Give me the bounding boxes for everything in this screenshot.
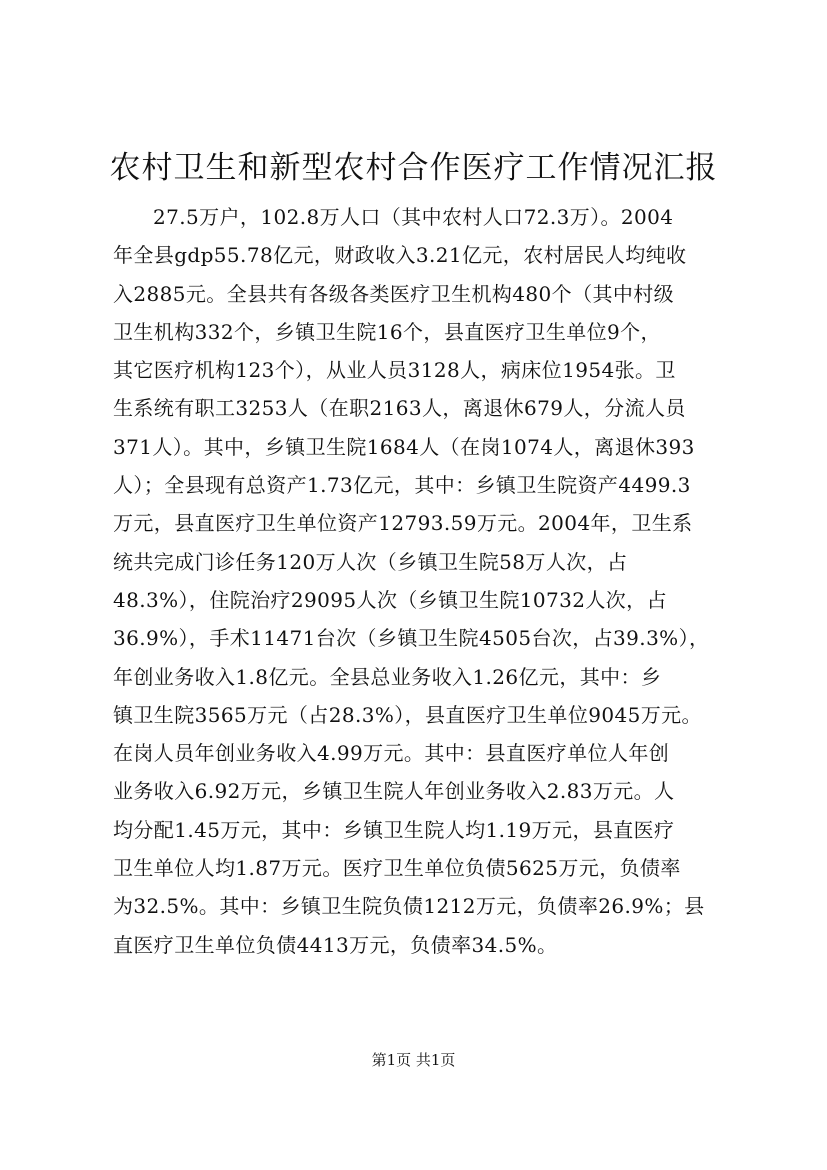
body-line: 48.3%），住院治疗29095人次（乡镇卫生院10732人次，占 [113, 587, 667, 612]
body-line: 其它医疗机构123个），从业人员3128人，病床位1954张。卫 [113, 358, 676, 383]
body-line: 直医疗卫生单位负债4413万元，负债率34.5%。 [113, 932, 558, 957]
body-line: 在岗人员年创业务收入4.99万元。其中：县直医疗单位人年创 [113, 741, 670, 766]
page-footer: 第1页 共1页 [371, 1051, 456, 1069]
body-line: 入2885元。全县共有各级各类医疗卫生机构480个（其中村级 [113, 281, 675, 306]
body-line: 36.9%），手术11471台次（乡镇卫生院4505台次，占39.3%）， [113, 626, 710, 651]
body-line: 卫生单位人均1.87万元。医疗卫生单位负债5625万元，负债率 [113, 856, 681, 881]
body-line: 统共完成门诊任务120万人次（乡镇卫生院58万人次，占 [113, 549, 628, 574]
body-line: 人）；全县现有总资产1.73亿元，其中：乡镇卫生院资产4499.3 [113, 473, 691, 498]
body-line: 年全县gdp55.78亿元，财政收入3.21亿元，农村居民人均纯收 [113, 243, 687, 268]
body-line: 卫生机构332个，乡镇卫生院16个，县直医疗卫生单位9个， [113, 319, 661, 344]
body-line: 镇卫生院3565万元（占28.3%），县直医疗卫生单位9045万元。 [113, 702, 702, 727]
body-line: 年创业务收入1.8亿元。全县总业务收入1.26亿元，其中：乡 [113, 664, 662, 689]
body-line: 均分配1.45万元，其中：乡镇卫生院人均1.19万元，县直医疗 [113, 817, 675, 842]
body-line: 业务收入6.92万元，乡镇卫生院人年创业务收入2.83万元。人 [113, 779, 675, 804]
document-title: 农村卫生和新型农村合作医疗工作情况汇报 [109, 150, 718, 186]
body-line: 27.5万户，102.8万人口（其中农村人口72.3万）。2004 [153, 205, 674, 229]
body-line: 万元，县直医疗卫生单位资产12793.59万元。2004年，卫生系 [113, 511, 693, 536]
body-line: 为32.5%。其中：乡镇卫生院负债1212万元，负债率26.9%；县 [113, 894, 705, 919]
document-body [113, 198, 738, 964]
body-line: 生系统有职工3253人（在职2163人，离退休679人，分流人员 [113, 396, 686, 421]
body-line: 371人）。其中，乡镇卫生院1684人（在岗1074人，离退休393 [113, 434, 695, 459]
